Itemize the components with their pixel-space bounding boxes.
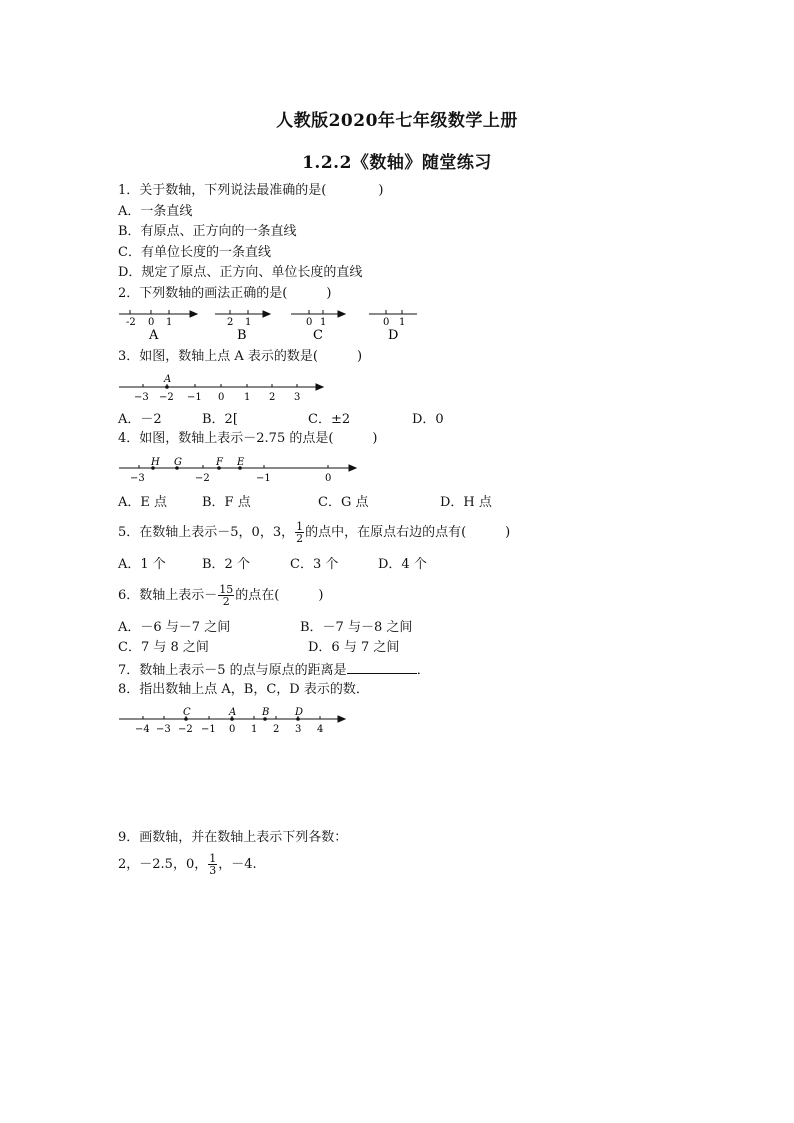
- question-1-option-c: C．有单位长度的一条直线: [118, 245, 271, 260]
- q8-point-label: C: [183, 707, 191, 718]
- q3-point-a: [165, 385, 169, 389]
- answer-blank[interactable]: [347, 661, 417, 674]
- q3-point-label: A: [164, 374, 172, 385]
- q8-tick: 4: [317, 724, 324, 735]
- q2-axis-c: [291, 310, 345, 317]
- question-9-numbers: [118, 850, 257, 880]
- q2-axis-d: [369, 310, 417, 314]
- question-2-stem: 2．下列数轴的画法正确的是( ): [118, 286, 332, 301]
- q4-tick: −3: [130, 473, 145, 484]
- question-9-nums-post: ，－4.: [218, 857, 257, 872]
- question-6-option-b: B．－7 与－8 之间: [300, 620, 413, 635]
- q4-point-label: E: [237, 457, 245, 468]
- q2-axis-a-tick: 1: [166, 317, 173, 328]
- q2-axis-a: [119, 310, 197, 317]
- question-6-option-a: A．－6 与－7 之间: [118, 620, 231, 635]
- question-9-stem: 9．画数轴，并在数轴上表示下列各数：: [118, 830, 348, 845]
- q8-tick: −1: [201, 724, 216, 735]
- question-3-option-a: A．－2: [118, 412, 162, 427]
- q4-tick: −1: [256, 473, 271, 484]
- question-6-stem-post: 的点在( ): [235, 588, 324, 603]
- q2-label-a: A: [149, 328, 159, 343]
- question-5-option-c: C．3 个: [290, 557, 339, 572]
- q8-point-label: A: [229, 707, 237, 718]
- fraction-one-half: [295, 521, 304, 544]
- q2-axis-b-tick: 1: [245, 317, 252, 328]
- fraction-one-third: [208, 853, 217, 876]
- fraction-denominator: 2: [222, 595, 230, 608]
- fraction-numerator: 15: [219, 583, 234, 596]
- question-3-stem: 3．如图，数轴上点 A 表示的数是( ): [118, 349, 363, 364]
- page-title: 人教版2020年七年级数学上册: [276, 111, 518, 131]
- q8-point-label: B: [262, 707, 270, 718]
- q2-axis-d-tick: 0: [383, 317, 390, 328]
- q8-tick: 2: [273, 724, 280, 735]
- question-4-option-d: D．H 点: [440, 495, 492, 510]
- question-7-end: ．: [416, 663, 430, 678]
- q8-tick: 0: [229, 724, 236, 735]
- question-1-option-d: D．规定了原点、正方向、单位长度的直线: [118, 265, 363, 280]
- q8-tick: 3: [295, 724, 302, 735]
- q2-axis-c-tick: 0: [306, 317, 313, 328]
- question-7-text: 7．数轴上表示－5 的点与原点的距离是: [118, 663, 347, 678]
- q3-tick: −2: [159, 392, 174, 403]
- q4-tick: −2: [195, 473, 210, 484]
- q2-axis-b: [215, 310, 270, 317]
- q8-point-label: D: [295, 707, 304, 718]
- question-6-option-c: C．7 与 8 之间: [118, 640, 209, 655]
- question-5-stem: [118, 520, 510, 546]
- page-subtitle: 1.2.2《数轴》随堂练习: [302, 153, 492, 173]
- q4-tick: 0: [325, 473, 332, 484]
- q3-tick: 1: [244, 392, 251, 403]
- question-4-option-b: B．F 点: [202, 495, 251, 510]
- q4-point-label: H: [151, 457, 160, 468]
- question-1-stem: 1．关于数轴，下列说法最准确的是( ): [118, 183, 384, 198]
- fraction-numerator: 1: [209, 852, 217, 865]
- q8-tick: −4: [135, 724, 150, 735]
- q3-tick: −1: [187, 392, 202, 403]
- fraction-fifteen-halves: [218, 584, 234, 607]
- fraction-denominator: 2: [296, 532, 304, 545]
- question-3-option-d: D．0: [412, 412, 444, 427]
- question-4-option-c: C．G 点: [318, 495, 369, 510]
- question-3-option-b: B．2[: [202, 412, 238, 427]
- q8-tick: −3: [156, 724, 171, 735]
- q2-axis-b-tick: 2: [227, 317, 234, 328]
- q8-tick: −2: [178, 724, 193, 735]
- question-1-option-b: B．有原点、正方向的一条直线: [118, 224, 297, 239]
- q2-label-b: B: [237, 328, 247, 343]
- q3-tick: 3: [294, 392, 301, 403]
- question-4-option-a: A．E 点: [118, 495, 168, 510]
- question-4-stem: 4．如图，数轴上表示－2.75 的点是( ): [118, 431, 378, 446]
- fraction-numerator: 1: [296, 520, 304, 533]
- question-6-stem-pre: 6．数轴上表示－: [118, 588, 218, 603]
- q3-number-line: [119, 384, 323, 390]
- q2-axis-a-tick: 0: [148, 317, 155, 328]
- q2-axis-c-tick: 1: [320, 317, 327, 328]
- q2-axis-a-tick: -2: [126, 317, 136, 328]
- fraction-denominator: 3: [209, 864, 217, 877]
- question-9-nums-pre: 2，－2.5，0，: [118, 857, 208, 872]
- question-8-stem: 8．指出数轴上点 A，B，C，D 表示的数．: [118, 682, 369, 697]
- question-5-stem-post: 的点中，在原点右边的点有( ): [305, 525, 511, 540]
- q4-point-label: F: [216, 457, 223, 468]
- question-7-stem: [118, 661, 430, 679]
- question-5-option-a: A．1 个: [118, 557, 166, 572]
- q3-tick: 0: [218, 392, 225, 403]
- q2-axis-d-tick: 1: [399, 317, 406, 328]
- q3-tick: −3: [134, 392, 149, 403]
- q4-point-label: G: [174, 457, 182, 468]
- q2-label-c: C: [313, 328, 323, 343]
- question-6-option-d: D．6 与 7 之间: [308, 640, 400, 655]
- q2-label-d: D: [388, 328, 399, 343]
- question-5-option-d: D．4 个: [378, 557, 427, 572]
- q3-tick: 2: [269, 392, 276, 403]
- q8-tick: 1: [251, 724, 258, 735]
- question-1-option-a: A．一条直线: [118, 204, 193, 219]
- question-6-stem: [118, 583, 323, 609]
- question-5-option-b: B．2 个: [202, 557, 250, 572]
- question-3-option-c: C．±2: [308, 412, 351, 427]
- question-5-stem-pre: 5．在数轴上表示－5，0，3，: [118, 525, 295, 540]
